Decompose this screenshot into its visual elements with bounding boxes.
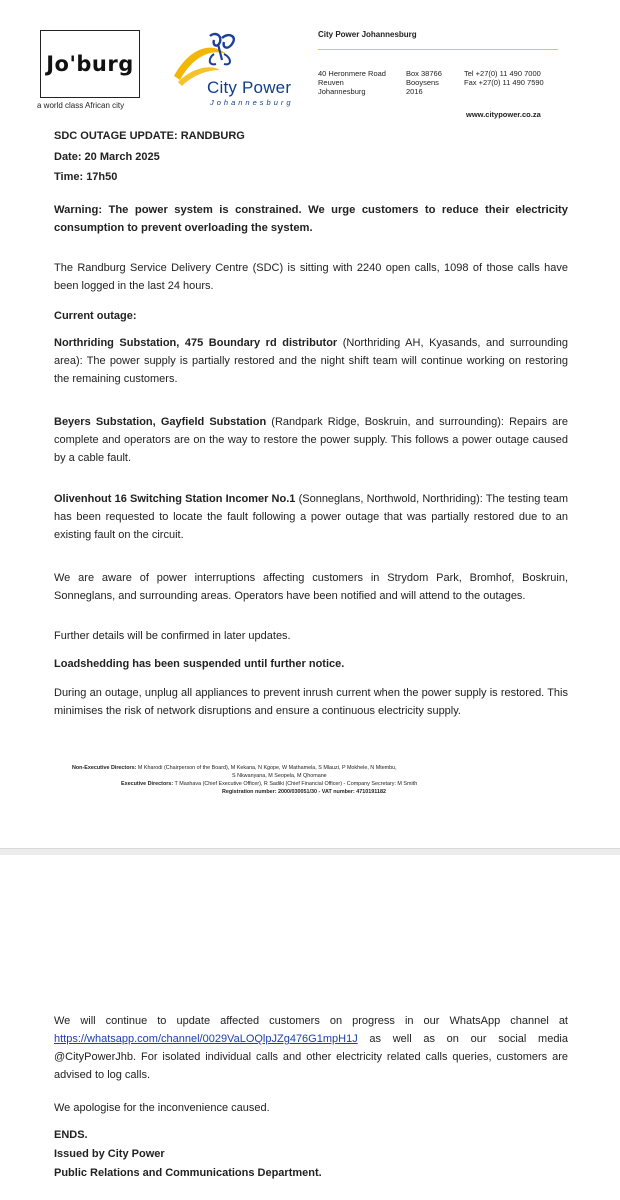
current-outage-heading: Current outage: [54,310,137,322]
whatsapp-after-link: as well as on our social media @CityPowerJhb. For isolated individual calls and other electricity related calls queries, customers are advised to log calls. [54,1033,568,1081]
warning-paragraph: Warning: The power system is constrained. We urge customers to reduce their electricity consumption to prevent overloading the system. [54,204,568,234]
document-time: Time: 17h50 [54,171,118,183]
outage-location: Beyers Substation, Gayfield Substation [54,416,267,428]
issued-by: Issued by City Power [54,1148,165,1160]
joburg-logo [40,30,140,98]
ends-marker: ENDS. [54,1129,88,1141]
joburg-tagline: a world class African city [37,101,125,110]
address-column-1 [318,69,386,96]
address-line: Booysens [406,78,439,87]
outage-item [54,334,568,388]
whatsapp-intro: We will continue to update affected customers on progress in our WhatsApp channel at [54,1015,568,1027]
address-line: 2016 [406,87,423,96]
address-line: Box 38766 [406,69,442,78]
phone-number: Tel +27(0) 11 490 7000 [464,69,541,78]
contact-column [464,69,544,87]
header-divider [318,49,558,50]
interruptions-paragraph: We are aware of power interruptions affecting customers in Strydom Park, Bromhof, Boskruin, Sonneglans, and surrounding areas. Operators have been notified and will attend to the outages. [54,572,568,602]
unplug-advice-paragraph: During an outage, unplug all appliances to prevent inrush current when the power supply is restored. This minimises the risk of network disruptions and ensure a continuous electricity supply. [54,687,568,717]
executive-directors-label: Executive Directors: [121,781,174,787]
website-url: www.citypower.co.za [466,110,541,119]
further-details-paragraph: Further details will be confirmed in later updates. [54,630,291,642]
outage-details: (Sonneglans, Northwold, Northriding): The testing team has been requested to locate the fault following a power outage that was partially restored due to an existing fault on the circuit. [54,493,568,541]
executive-directors-names: T Mashava (Chief Executive Officer), R Sadiki (Chief Financial Officer) - Company Secretary: M Smith [174,781,418,787]
non-executive-directors-continued: S Nkwanyana, M Seopela, M Qhomane [232,773,327,779]
outage-item [54,490,568,544]
city-power-logo-name: City Power [207,78,292,97]
whatsapp-channel-link[interactable]: https://whatsapp.com/channel/0029VaLOQlpJZg476G1mpH1J [54,1033,358,1045]
whatsapp-paragraph [54,1012,568,1084]
non-executive-directors-names: M Kharodi (Chairperson of the Board), M Kekana, N Kgope, W Mathamela, S Mlauzi, P Mokhele, N Mtembu, [137,765,397,771]
fax-number: Fax +27(0) 11 490 7590 [464,78,544,87]
letter-page-2 [0,855,620,1200]
address-line: Reuven [318,78,344,87]
non-executive-directors [72,764,397,772]
page-separator [0,848,620,855]
non-executive-directors-label: Non-Executive Directors: [72,765,137,771]
address-line: 40 Heronmere Road [318,69,386,78]
document-title: SDC OUTAGE UPDATE: RANDBURG [54,130,245,142]
outage-details: (Randpark Ridge, Boskruin, and surrounding): Repairs are complete and operators are on the way to restore the power supply. This follows a power outage caused by a cable fault. [54,416,568,464]
outage-location: Olivenhout 16 Switching Station Incomer No.1 [54,493,296,505]
registration-details: Registration number: 2000/030051/30 - VAT number: 4710191182 [222,789,386,795]
address-column-2 [406,69,442,96]
outage-location: Northriding Substation, 475 Boundary rd distributor [54,337,338,349]
department-name: Public Relations and Communications Department. [54,1167,322,1179]
outage-details: (Northriding AH, Kyasands, and surrounding area): The power supply is partially restored and the night shift team will continue working on restoring the remaining customers. [54,337,568,385]
organisation-name: City Power Johannesburg [318,30,417,39]
apology-paragraph: We apologise for the inconvenience caused. [54,1102,270,1114]
executive-directors [121,780,417,788]
joburg-logo-text: Jo'burg [46,52,134,76]
open-calls-paragraph: The Randburg Service Delivery Centre (SDC) is sitting with 2240 open calls, 1098 of those calls have been logged in the last 24 hours. [54,262,568,292]
loadshedding-notice: Loadshedding has been suspended until further notice. [54,658,345,670]
outage-item [54,413,568,467]
document-date: Date: 20 March 2025 [54,151,160,163]
address-line: Johannesburg [318,87,366,96]
city-power-logo-city: Johannesburg [210,98,294,107]
